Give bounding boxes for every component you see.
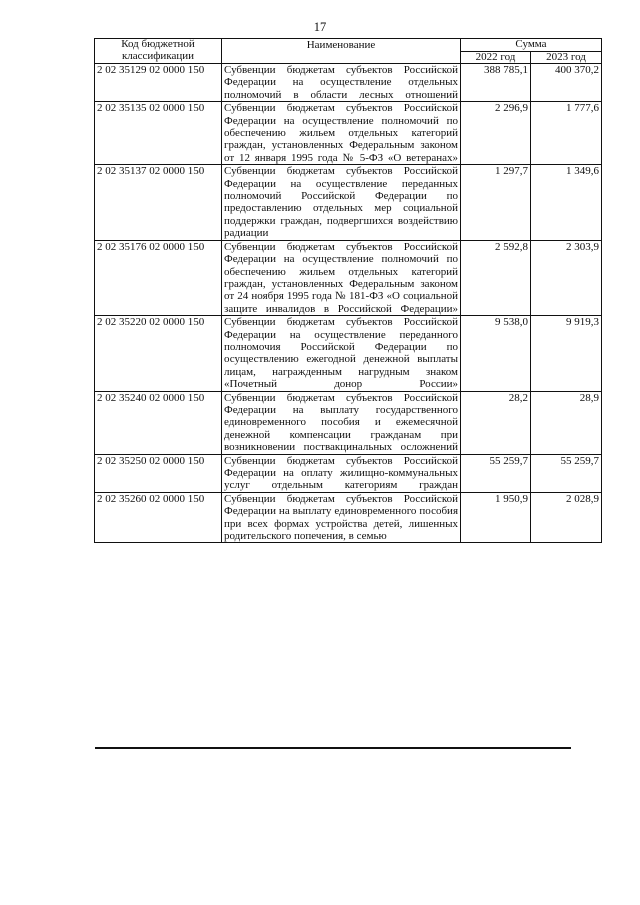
row-code: 2 02 35260 02 0000 150: [95, 492, 222, 543]
row-code: 2 02 35137 02 0000 150: [95, 165, 222, 240]
budget-table: [94, 38, 602, 543]
row-code: 2 02 35135 02 0000 150: [95, 102, 222, 165]
table-row: [95, 240, 602, 315]
header-code: Код бюджетной классификации: [95, 39, 222, 64]
row-amount-2022: 2 592,8: [461, 240, 531, 315]
row-name: Субвенции бюджетам субъектов Российской Федерации на оплату жилищно-коммунальных услуг отдельным категориям граждан: [222, 454, 461, 492]
bottom-divider: [95, 747, 571, 749]
table-row: [95, 316, 602, 391]
row-name: Субвенции бюджетам субъектов Российской Федерации на осуществление переданного полномочия Российской Федерации по осуществлению ежегодной денежной выплаты лицам, награжденным нагрудным знаком «Почетный донор России»: [222, 316, 461, 391]
row-name: Субвенции бюджетам субъектов Российской Федерации на выплату единовременного пособия при всех формах устройства детей, лишенных родительского попечения, в семью: [222, 492, 461, 543]
table-row: [95, 391, 602, 454]
row-code: 2 02 35129 02 0000 150: [95, 64, 222, 102]
row-name: Субвенции бюджетам субъектов Российской Федерации на осуществление полномочий по обеспечению жильем отдельных категорий граждан, установленных Федеральным законом от 24 ноября 1995 года № 181-ФЗ «О социальной защите инвалидов в Российской Федерации»: [222, 240, 461, 315]
row-code: 2 02 35250 02 0000 150: [95, 454, 222, 492]
row-code: 2 02 35240 02 0000 150: [95, 391, 222, 454]
row-code: 2 02 35176 02 0000 150: [95, 240, 222, 315]
row-name: Субвенции бюджетам субъектов Российской Федерации на осуществление отдельных полномочий в области лесных отношений: [222, 64, 461, 102]
row-amount-2023: 9 919,3: [531, 316, 602, 391]
header-name: Наименование: [222, 39, 461, 64]
row-amount-2022: 55 259,7: [461, 454, 531, 492]
page-number: 17: [313, 20, 327, 34]
row-amount-2023: 2 303,9: [531, 240, 602, 315]
row-code: 2 02 35220 02 0000 150: [95, 316, 222, 391]
row-amount-2022: 1 297,7: [461, 165, 531, 240]
table-row: [95, 64, 602, 102]
row-name: Субвенции бюджетам субъектов Российской Федерации на осуществление полномочий по обеспечению жильем отдельных категорий граждан, установленных Федеральным законом от 12 января 1995 года № 5-ФЗ «О ветеранах»: [222, 102, 461, 165]
header-year-2023: 2023 год: [531, 51, 602, 64]
row-amount-2022: 9 538,0: [461, 316, 531, 391]
table-row: [95, 102, 602, 165]
header-row: [95, 39, 602, 52]
row-amount-2022: 388 785,1: [461, 64, 531, 102]
row-name: Субвенции бюджетам субъектов Российской Федерации на осуществление переданных полномочий Российской Федерации по предоставлению отдельных мер социальной поддержки граждан, подвергшихся воздействию радиации: [222, 165, 461, 240]
table-row: [95, 454, 602, 492]
row-amount-2023: 400 370,2: [531, 64, 602, 102]
row-amount-2023: 55 259,7: [531, 454, 602, 492]
row-amount-2023: 1 349,6: [531, 165, 602, 240]
table-row: [95, 492, 602, 543]
header-year-2022: 2022 год: [461, 51, 531, 64]
row-amount-2022: 2 296,9: [461, 102, 531, 165]
row-amount-2023: 2 028,9: [531, 492, 602, 543]
row-name: Субвенции бюджетам субъектов Российской Федерации на выплату государственного единовременного пособия и ежемесячной денежной компенсации гражданам при возникновении поствакцинальных осложнений: [222, 391, 461, 454]
row-amount-2022: 28,2: [461, 391, 531, 454]
row-amount-2023: 1 777,6: [531, 102, 602, 165]
table-row: [95, 165, 602, 240]
row-amount-2023: 28,9: [531, 391, 602, 454]
header-sum: Сумма: [461, 39, 602, 52]
row-amount-2022: 1 950,9: [461, 492, 531, 543]
